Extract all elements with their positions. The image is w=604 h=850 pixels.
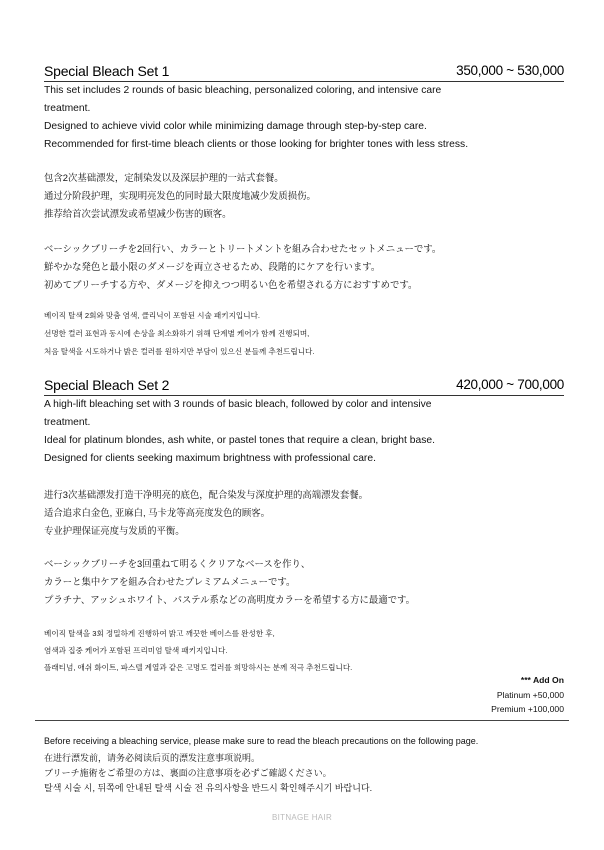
set2-kr-line: 베이직 탈색을 3회 정밀하게 진행하여 밝고 깨끗한 베이스를 완성한 후, [44, 629, 275, 638]
set2-en-line: Ideal for platinum blondes, ash white, or pastel tones that require a clean, bright base. [44, 435, 435, 446]
set1-jp-line: 初めてブリーチする方や、ダメージを抑えつつ明るい色を希望される方におすすめです。 [44, 279, 418, 290]
precaution-note-jp: ブリーチ施術をご希望の方は、裏面の注意事項を必ずご確認ください。 [44, 768, 332, 778]
set2-jp-line: ベーシックブリーチを3回重ねて明るくクリアなベースを作り、 [44, 558, 311, 569]
precaution-note-kr: 탈색 시술 시, 뒤쪽에 안내된 탈색 시술 전 유의사항을 반드시 확인해주시기 바랍니다. [44, 783, 373, 793]
set2-divider [44, 395, 564, 396]
set1-en-line: This set includes 2 rounds of basic bleaching, personalized coloring, and intensive care [44, 85, 442, 96]
set1-header [44, 63, 564, 81]
set2-en-line: A high-lift bleaching set with 3 rounds of basic bleach, followed by color and intensive [44, 399, 432, 410]
precaution-note-cn: 在进行漂发前，请务必阅读后页的漂发注意事项说明。 [44, 753, 261, 763]
set2-cn-line: 进行3次基础漂发打造干净明亮的底色，配合染发与深度护理的高端漂发套餐。 [44, 489, 368, 500]
addon-heading: *** Add On [520, 675, 564, 685]
set2-en-line: treatment. [44, 417, 91, 428]
menu-item-special-bleach-set-2 [44, 377, 564, 714]
set2-en-line: Designed for clients seeking maximum brightness with professional care. [44, 453, 376, 464]
addon-platinum: Platinum +50,000 [496, 690, 564, 700]
set1-cn-line: 包含2次基础漂发，定制染发以及深层护理的一站式套餐。 [44, 172, 284, 183]
set1-kr-line: 베이직 탈색 2회와 맞춤 염색, 클리닉이 포함된 시술 패키지입니다. [44, 311, 261, 320]
set2-header [44, 377, 564, 395]
set1-jp-line: ベーシックブリーチを2回行い、カラーとトリートメントを組み合わせたセットメニューです。 [44, 243, 442, 254]
menu-item-special-bleach-set-1 [44, 63, 564, 356]
set1-cn-line: 推荐给首次尝试漂发或希望减少伤害的顾客。 [44, 208, 232, 219]
set2-kr-line: 염색과 집중 케어가 포함된 프리미엄 탈색 패키지입니다. [44, 646, 228, 655]
set1-en-line: Designed to achieve vivid color while minimizing damage through step-by-step care. [44, 121, 427, 132]
brand-watermark: BITNAGE HAIR [271, 813, 333, 822]
set2-cn-line: 专业护理保证亮度与发质的平衡。 [44, 525, 185, 536]
set2-price: 420,000 ~ 700,000 [456, 377, 564, 392]
set1-en-line: treatment. [44, 103, 91, 114]
set2-title: Special Bleach Set 2 [44, 377, 170, 393]
set2-jp-line: カラーと集中ケアを組み合わせたプレミアムメニューです。 [44, 576, 296, 587]
set2-kr-line: 플래티넘, 애쉬 화이트, 파스텔 계열과 같은 고명도 컬러를 희망하시는 분께 적극 추천드립니다. [44, 663, 353, 672]
footer-divider [35, 720, 569, 721]
precaution-note-en: Before receiving a bleaching service, please make sure to read the bleach precautions on the following page. [44, 736, 479, 746]
set1-kr-line: 선명한 컬러 표현과 동시에 손상을 최소화하기 위해 단계별 케어가 함께 진행되며, [44, 329, 310, 338]
set1-divider [44, 81, 564, 82]
set1-jp-line: 鮮やかな発色と最小限のダメージを両立させるため、段階的にケアを行います。 [44, 261, 381, 272]
addon-premium: Premium +100,000 [491, 704, 564, 714]
set1-title: Special Bleach Set 1 [44, 63, 170, 79]
set1-en-line: Recommended for first-time bleach clients or those looking for brighter tones with less stress. [44, 139, 469, 150]
set1-price: 350,000 ~ 530,000 [456, 63, 564, 78]
set2-jp-line: プラチナ、アッシュホワイト、パステル系などの高明度カラーを希望する方に最適です。 [44, 594, 415, 605]
set2-cn-line: 适合追求白金色, 亚麻白, 马卡龙等高亮度发色的顾客。 [44, 507, 271, 518]
set1-cn-line: 通过分阶段护理，实现明亮发色的同时最大限度地减少发质损伤。 [44, 190, 316, 201]
set1-kr-line: 처음 탈색을 시도하거나 밝은 컬러를 원하지만 부담이 있으신 분들께 추천드립니다. [44, 347, 315, 356]
